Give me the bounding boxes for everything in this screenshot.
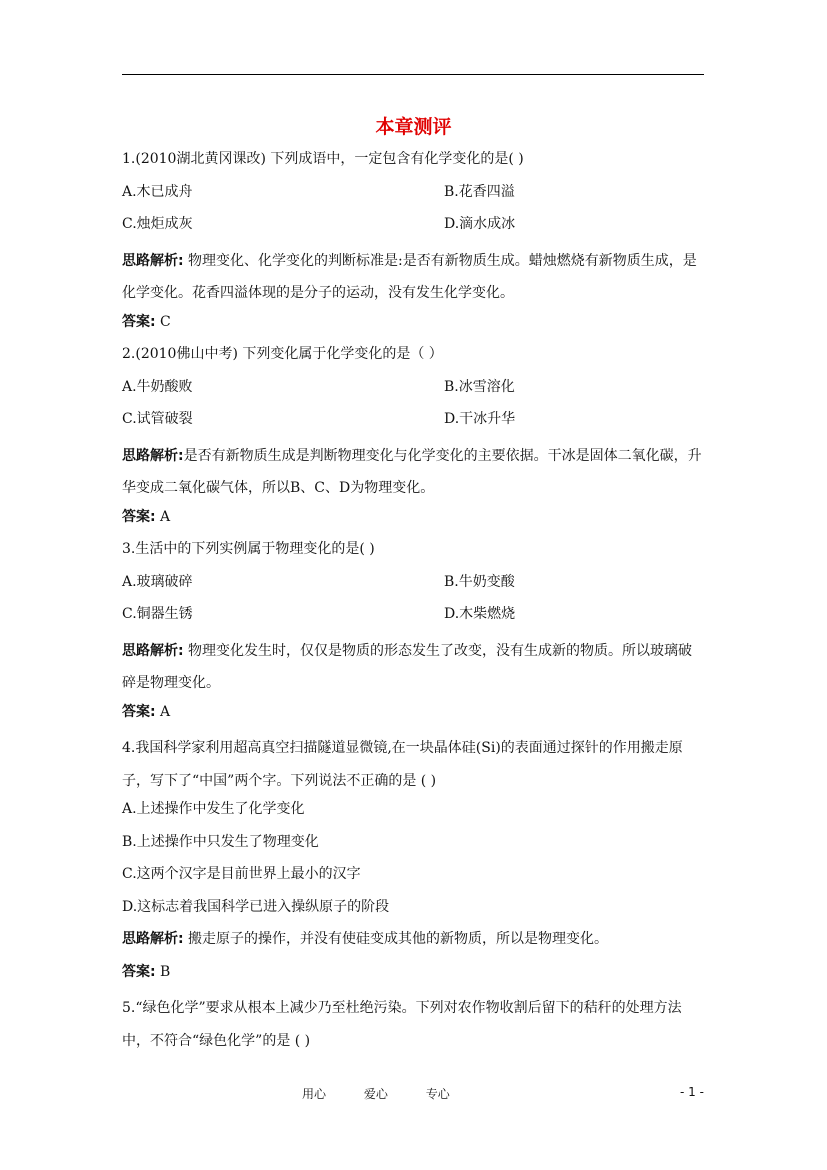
q3-options-row-2 [122,602,704,635]
q1-option-a: A.木已成舟 [122,183,193,200]
footer-slogan-1: 用心 [302,1087,327,1101]
q3-option-c: C.铜器生锈 [122,606,193,622]
q3-analysis-label: 思路解析: [122,642,184,659]
q3-answer-value: A [155,703,171,720]
q3-option-a: A.玻璃破碎 [122,573,193,590]
q2-answer-label: 答案: [122,508,156,525]
q3-stem: 3.生活中的下列实例属于物理变化的是( ) [122,541,375,557]
q2-options-row-2 [122,407,704,440]
q2-answer [122,505,704,538]
q1-options-row-1 [122,180,704,213]
q2-option-b: B.冰雪溶化 [444,378,515,395]
page-title: 本章测评 [375,116,452,138]
q3-option-b: B.牛奶变酸 [444,573,515,590]
q4-answer-label: 答案: [122,963,156,980]
footer-slogan-3: 专心 [425,1087,450,1101]
page-number: - 1 - [680,1085,704,1099]
document-body [122,147,704,1057]
q4-option-b: B.上述操作中只发生了物理变化 [122,833,319,850]
header-rule [122,74,704,75]
q4-analysis-label: 思路解析: [122,931,184,947]
q1-answer [122,310,704,343]
q2-option-c: C.试管破裂 [122,411,193,427]
q1-option-c: C.烛炬成灰 [122,216,193,232]
q3-analysis-text: 物理变化发生时，仅仅是物质的形态发生了改变，没有生成新的物质。所以玻璃破碎是物理变化。 [122,642,693,691]
q2-answer-value: A [155,508,171,525]
q1-option-d: D.滴水成冰 [444,216,516,232]
q3-option-d: D.木柴燃烧 [444,606,516,622]
q4-option-a: A.上述操作中发生了化学变化 [122,801,305,817]
q1-analysis [122,245,704,310]
q3-analysis [122,635,704,700]
q2-option-a: A.牛奶酸败 [122,378,193,395]
q4-answer-value: B [155,963,171,980]
q4-answer [122,960,704,993]
q4-option-d: D.这标志着我国科学已进入操纵原子的阶段 [122,898,390,915]
q2-options-row-1 [122,375,704,408]
q4-analysis-text: 搬走原子的操作，并没有使硅变成其他的新物质，所以是物理变化。 [183,931,609,947]
q1-answer-value: C [155,313,171,330]
q1-analysis-text: 物理变化、化学变化的判断标准是:是否有新物质生成。蜡烛燃烧有新物质生成，是化学变化。花香四溢体现的是分子的运动，没有发生化学变化。 [122,252,697,301]
q4-analysis [122,927,704,960]
q2-analysis-text: 是否有新物质生成是判断物理变化与化学变化的主要依据。干冰是固体二氧化碳，升华变成二氧化碳气体，所以B、C、D为物理变化。 [122,447,702,496]
q1-options-row-2 [122,212,704,245]
q2-stem: 2.(2010佛山中考) 下列变化属于化学变化的是（ ） [122,346,443,362]
q3-answer [122,700,704,733]
q2-analysis [122,440,704,505]
q5-stem: 5.“绿色化学”要求从根本上减少乃至杜绝污染。下列对农作物收割后留下的秸秆的处理方法中，不符合“绿色化学”的是 ( ) [122,1000,682,1049]
q1-answer-label: 答案: [122,313,156,330]
q1-stem: 1.(2010湖北黄冈课改) 下列成语中，一定包含有化学变化的是( ) [122,151,524,167]
q3-answer-label: 答案: [122,703,156,720]
q2-analysis-label: 思路解析: [122,447,184,464]
q1-option-b: B.花香四溢 [444,183,515,200]
q1-analysis-label: 思路解析: [122,252,184,269]
footer-slogan [302,1085,484,1102]
q4-option-c: C.这两个汉字是目前世界上最小的汉字 [122,866,361,882]
footer-slogan-2: 爱心 [363,1087,388,1101]
q3-options-row-1 [122,570,704,603]
q4-stem: 4.我国科学家利用超高真空扫描隧道显微镜,在一块晶体硅(Si)的表面通过探针的作用搬走原子，写下了“中国”两个字。下列说法不正确的是 ( ) [122,740,683,789]
q2-option-d: D.干冰升华 [444,411,516,427]
